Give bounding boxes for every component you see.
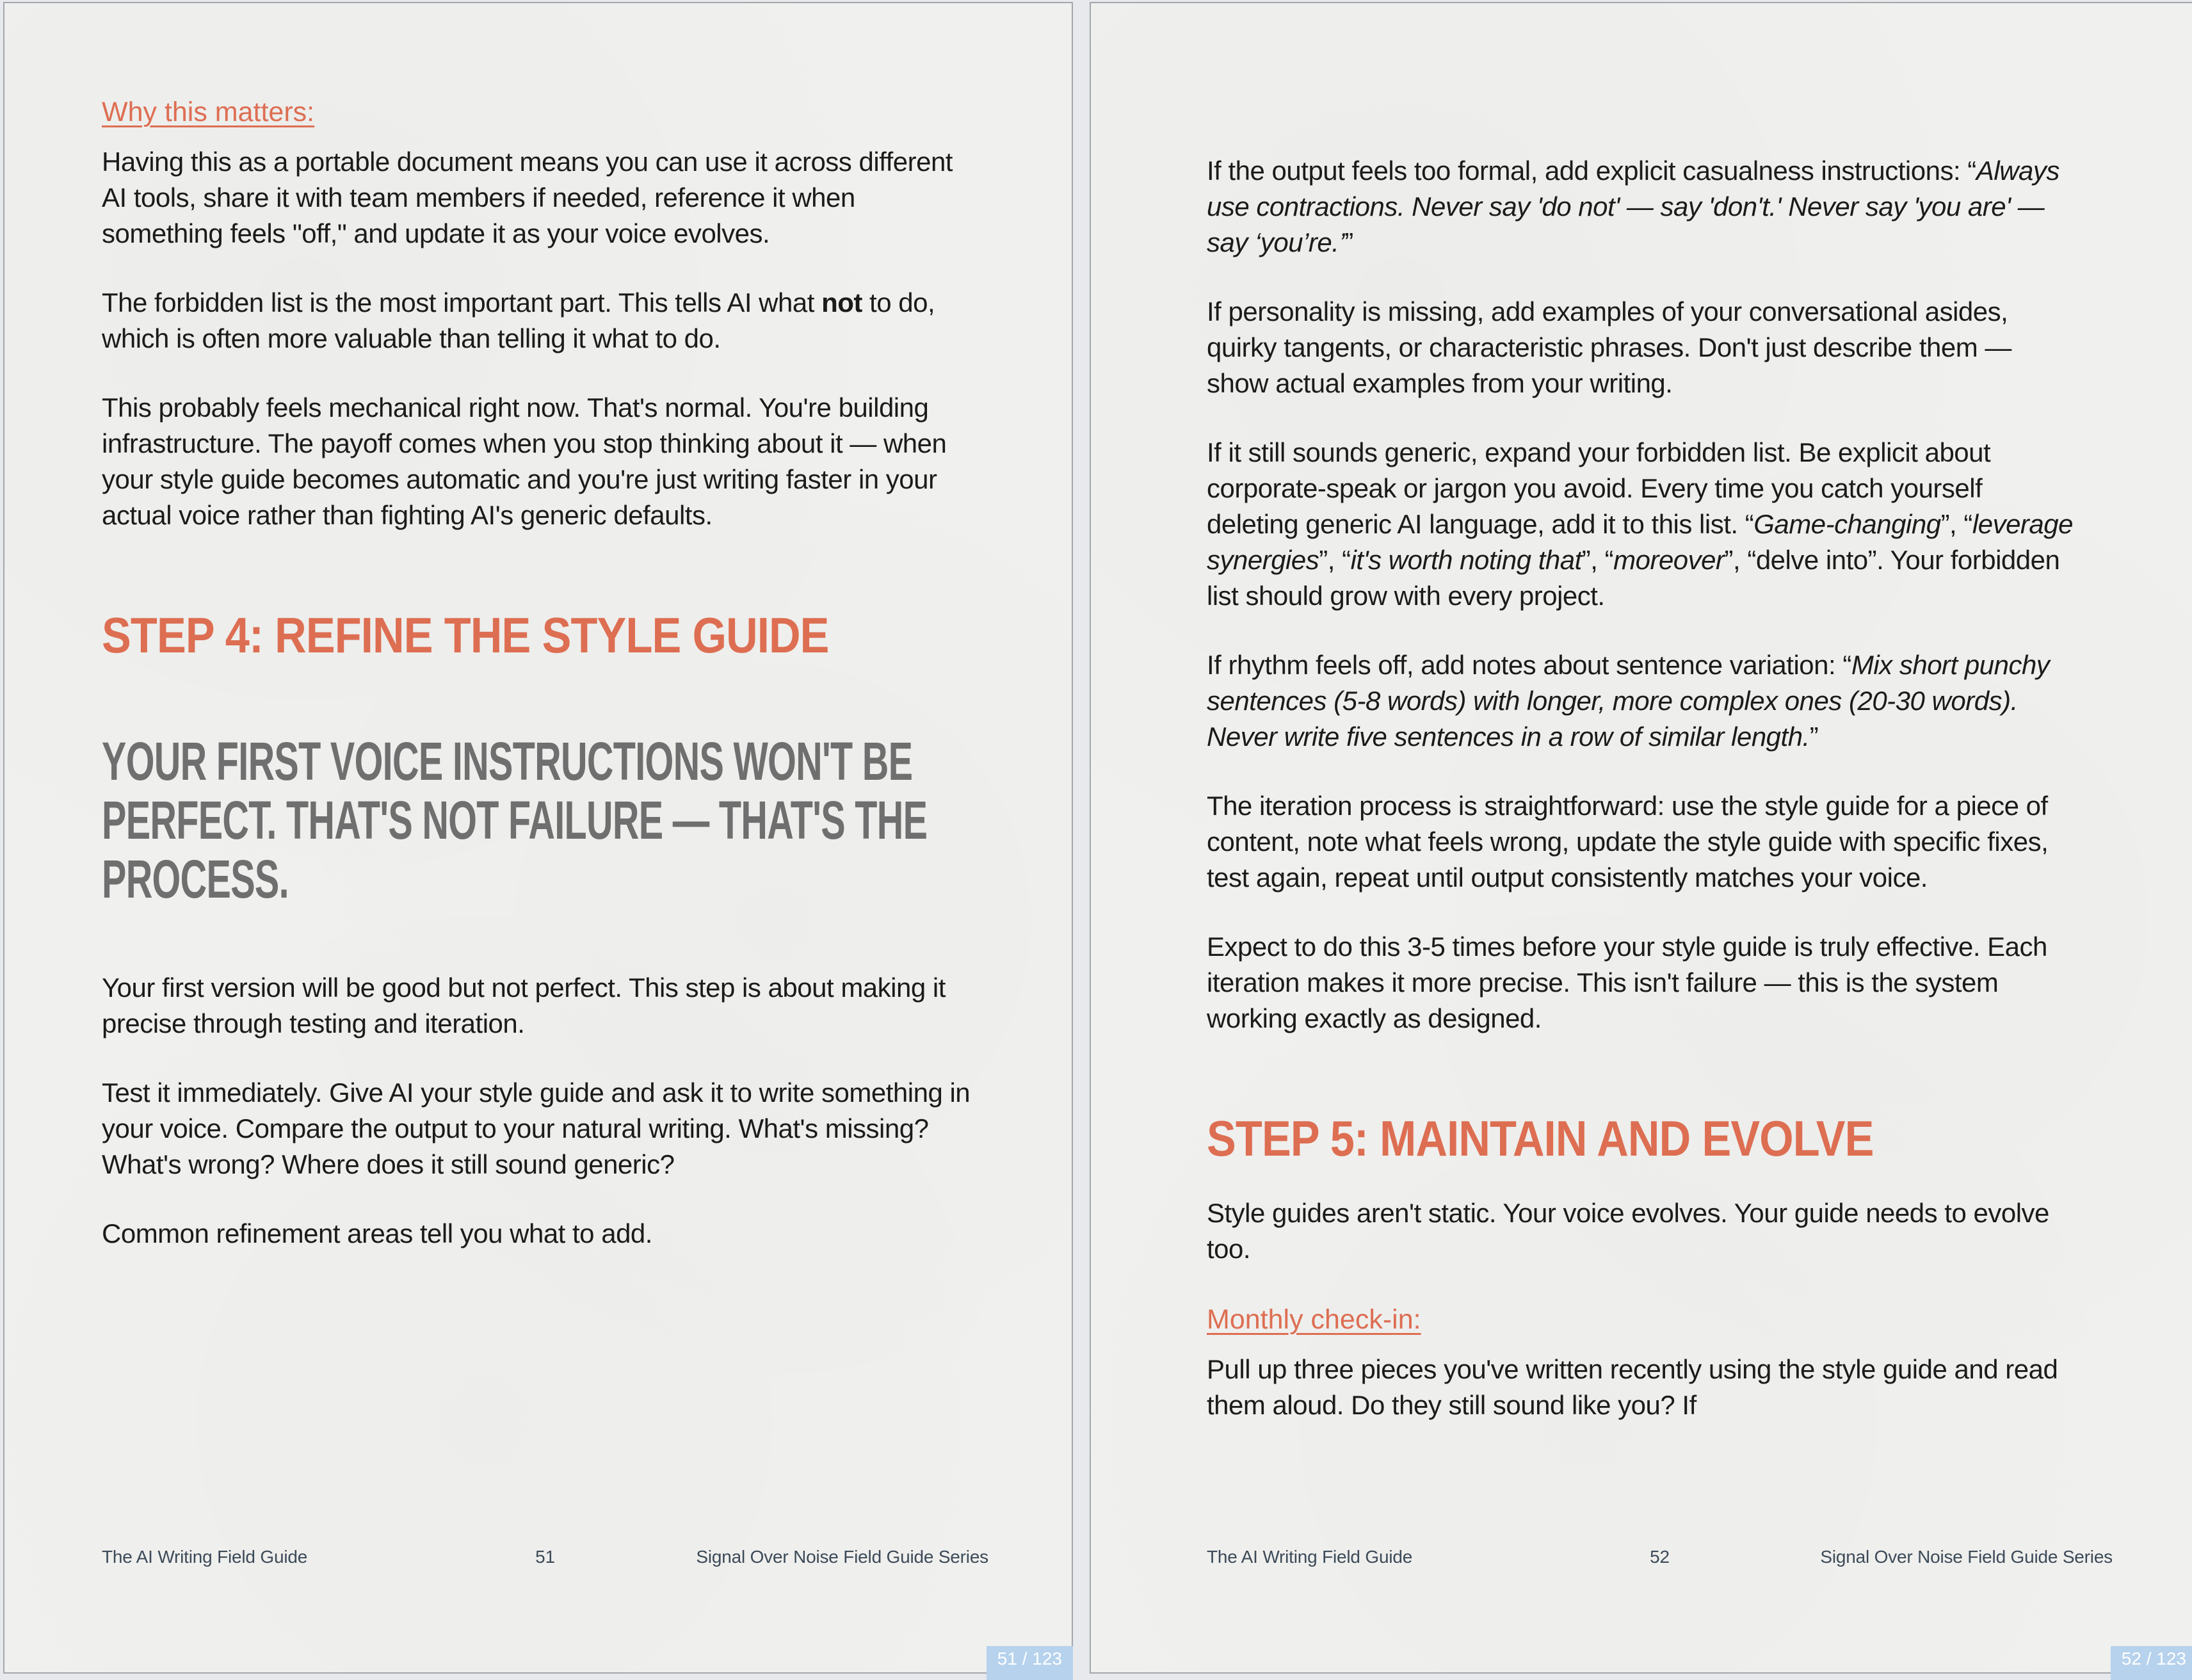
text-run: Having this as a portable document means you can use it across different AI tools, share it with team members if needed, reference it when something feels "off," and update it as your voice evolves.	[102, 147, 953, 248]
text-run: If the output feels too formal, add explicit casualness instructions: “	[1207, 156, 1976, 186]
paragraph	[102, 390, 972, 533]
page-51	[3, 2, 1073, 1674]
text-run: Test it immediately. Give AI your style guide and ask it to write something in your voice. Compare the output to your natural writing. What's missing? What's wrong? Where does it still sound generic?	[102, 1078, 971, 1179]
page-indicator-badge: 51 / 123	[987, 1646, 1073, 1680]
page-52-content	[1091, 3, 2192, 1423]
paragraph	[102, 285, 972, 357]
text-run: Pull up three pieces you've written recently using the style guide and read them aloud. Do they still sound like you? If	[1207, 1354, 2058, 1420]
paragraph	[1207, 788, 2077, 896]
paragraph	[102, 1075, 972, 1183]
step-heading	[1207, 1112, 2077, 1165]
paragraph	[1207, 435, 2077, 614]
paragraph	[1207, 294, 2077, 401]
text-run: Style guides aren't static. Your voice evolves. Your guide needs to evolve too.	[1207, 1198, 2049, 1264]
footer-page-number: 52	[1650, 1547, 1670, 1567]
page-indicator-badge: 52 / 123	[2111, 1646, 2192, 1680]
text-run: If it still sounds generic, expand your forbidden list. Be explicit about corporate-speak or jargon you avoid. Every time you catch yourself deleting generic AI language, add it to this list. “	[1207, 437, 1991, 539]
paragraph	[1207, 647, 2077, 755]
italic-run: Always use contractions. Never say 'do not' — say 'don't.' Never say 'you are' — say ‘you’re.’	[1207, 156, 2059, 257]
text-run: Expect to do this 3-5 times before your style guide is truly effective. Each iteration makes it more precise. This isn't failure — this is the system working exactly as designed.	[1207, 932, 2047, 1033]
italic-run: it's worth noting that	[1350, 545, 1582, 575]
footer-book-title: The AI Writing Field Guide	[102, 1547, 308, 1567]
text-run: Your first version will be good but not perfect. This step is about making it precise through testing and iteration.	[102, 973, 946, 1038]
text-run: This probably feels mechanical right now. That's normal. You're building infrastructure. The payoff comes when you stop thinking about it — when your style guide becomes automatic and you're just writing faster in your actual voice rather than fighting AI's generic defaults.	[102, 392, 947, 530]
page-51-content	[4, 3, 1072, 1252]
page-52	[1090, 2, 2192, 1674]
display-heading	[102, 732, 972, 909]
italic-run: Mix short punchy sentences (5-8 words) with longer, more complex ones (20-30 words). Never write five sentences in a row of similar length.	[1207, 650, 2050, 752]
page-52-footer	[1091, 1547, 2192, 1567]
text-run: ”, “	[1581, 545, 1614, 575]
text-run: If personality is missing, add examples of your conversational asides, quirky tangents, or characteristic phrases. Don't just describe them — show actual examples from your writing.	[1207, 296, 2011, 398]
orange-underlined-subheading: Why this matters:	[102, 97, 315, 127]
step-heading-text: STEP 5: MAINTAIN AND EVOLVE	[1207, 1110, 1874, 1167]
footer-series-title: Signal Over Noise Field Guide Series	[1820, 1547, 2113, 1567]
step-heading-text: STEP 4: REFINE THE STYLE GUIDE	[102, 607, 829, 663]
footer-book-title: The AI Writing Field Guide	[1207, 1547, 1413, 1567]
text-run: If rhythm feels off, add notes about sentence variation: “	[1207, 650, 1851, 680]
italic-run: moreover	[1613, 545, 1725, 575]
display-heading-text: YOUR FIRST VOICE INSTRUCTIONS WON'T BE PERFECT. THAT'S NOT FAILURE — THAT'S THE PROCESS.	[102, 731, 928, 909]
orange-underlined-subheading: Monthly check-in:	[1207, 1304, 1421, 1335]
paragraph	[1207, 153, 2077, 261]
footer-series-title: Signal Over Noise Field Guide Series	[696, 1547, 988, 1567]
paragraph	[102, 1216, 972, 1252]
bold-run: not	[821, 287, 862, 318]
step-heading	[102, 609, 972, 661]
paragraph	[1207, 1195, 2077, 1267]
text-run: ”, “	[1940, 509, 1972, 539]
page-51-footer	[4, 1547, 1072, 1567]
text-run: ”	[1809, 722, 1819, 752]
text-run: The forbidden list is the most important part. This tells AI what	[102, 287, 822, 318]
text-run: ”, “	[1319, 545, 1351, 575]
paragraph	[1207, 1352, 2077, 1423]
footer-page-number: 51	[535, 1547, 555, 1567]
italic-run: leverage synergies	[1207, 509, 2073, 575]
text-run: ”, “delve into”. Your forbidden list should grow with every project.	[1207, 545, 2060, 611]
text-run: ”	[1344, 227, 1353, 257]
text-run: to do, which is often more valuable than telling it what to do.	[102, 287, 935, 353]
italic-run: Game-changing	[1753, 509, 1941, 539]
text-run: Common refinement areas tell you what to add.	[102, 1218, 652, 1248]
paragraph	[102, 970, 972, 1042]
paragraph	[1207, 929, 2077, 1037]
paragraph	[102, 144, 972, 252]
text-run: The iteration process is straightforward: use the style guide for a piece of content, note what feels wrong, update the style guide with specific fixes, test again, repeat until output consistently matches your voice.	[1207, 791, 2049, 892]
